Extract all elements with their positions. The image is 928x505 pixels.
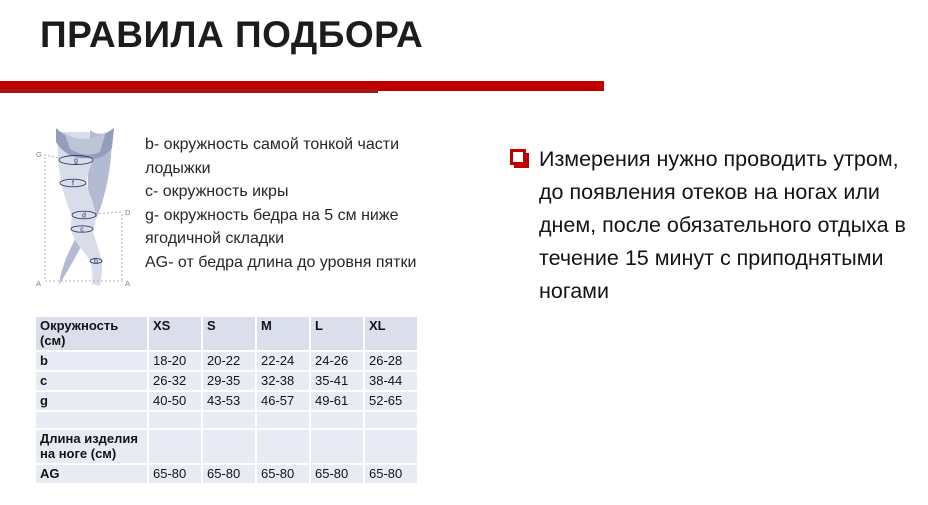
label-G: G xyxy=(36,150,42,159)
row-label-cell: g xyxy=(36,391,148,411)
checkbox-bullet-square xyxy=(510,149,526,165)
value-cell: 18-20 xyxy=(148,351,202,371)
value-cell: 49-61 xyxy=(310,391,364,411)
table-row xyxy=(36,351,418,371)
value-cell: 29-35 xyxy=(202,371,256,391)
value-cell: 65-80 xyxy=(148,464,202,484)
table-row xyxy=(36,411,418,429)
size-table-header-cell: S xyxy=(202,317,256,351)
value-cell xyxy=(256,429,310,464)
value-cell: 40-50 xyxy=(148,391,202,411)
note-line: AG- от бедра длина до уровня пятки xyxy=(145,253,417,271)
size-table-head-row xyxy=(36,317,418,351)
legs-measurement-diagram xyxy=(34,124,144,292)
row-label-cell xyxy=(36,411,148,429)
table-row xyxy=(36,391,418,411)
label-D: D xyxy=(125,208,131,217)
value-cell: 65-80 xyxy=(364,464,418,484)
value-cell xyxy=(148,429,202,464)
row-label-cell: c xyxy=(36,371,148,391)
value-cell: 35-41 xyxy=(310,371,364,391)
value-cell: 65-80 xyxy=(310,464,364,484)
bullet-text: Измерения нужно проводить утром, до появления отеков на ногах или днем, после обязательного отдыха в течение 15 минут с приподнятыми ногами xyxy=(539,147,906,303)
note-line: b- окружность самой тонкой части лодыжки xyxy=(145,136,400,177)
value-cell: 22-24 xyxy=(256,351,310,371)
measurement-notes xyxy=(145,133,445,274)
value-cell xyxy=(310,411,364,429)
label-f: f xyxy=(72,180,74,188)
label-c: c xyxy=(80,226,84,234)
value-cell xyxy=(364,429,418,464)
value-cell xyxy=(256,411,310,429)
value-cell: 20-22 xyxy=(202,351,256,371)
table-row xyxy=(36,371,418,391)
value-cell xyxy=(202,429,256,464)
size-table-header-cell: M xyxy=(256,317,310,351)
size-table xyxy=(36,317,419,485)
label-A-left: A xyxy=(36,279,42,288)
note-line: c- окружность икры xyxy=(145,183,289,200)
row-label-cell: Длина изделия на ноге (см) xyxy=(36,429,148,464)
measurement-rules-block xyxy=(510,143,912,308)
value-cell: 43-53 xyxy=(202,391,256,411)
note-line: g- окружность бедра на 5 см ниже ягодичной складки xyxy=(145,206,399,247)
value-cell xyxy=(148,411,202,429)
value-cell: 65-80 xyxy=(256,464,310,484)
value-cell: 24-26 xyxy=(310,351,364,371)
size-table-header-cell: XS xyxy=(148,317,202,351)
accent-bar-shadow xyxy=(0,89,378,93)
page-title: ПРАВИЛА ПОДБОРА xyxy=(40,14,424,55)
size-table-header-cell: XL xyxy=(364,317,418,351)
value-cell: 52-65 xyxy=(364,391,418,411)
table-row xyxy=(36,464,418,484)
label-d: d xyxy=(82,212,86,220)
checkbox-bullet-icon xyxy=(510,149,531,170)
value-cell: 26-32 xyxy=(148,371,202,391)
row-label-cell: b xyxy=(36,351,148,371)
value-cell xyxy=(310,429,364,464)
label-A-right: A xyxy=(125,279,131,288)
value-cell xyxy=(202,411,256,429)
table-row xyxy=(36,429,418,464)
value-cell: 26-28 xyxy=(364,351,418,371)
bullet-row xyxy=(510,143,912,308)
value-cell xyxy=(364,411,418,429)
size-table-header-cell: Окружность (см) xyxy=(36,317,148,351)
value-cell: 46-57 xyxy=(256,391,310,411)
label-g: g xyxy=(74,157,78,165)
value-cell: 32-38 xyxy=(256,371,310,391)
value-cell: 65-80 xyxy=(202,464,256,484)
row-label-cell: AG xyxy=(36,464,148,484)
value-cell: 38-44 xyxy=(364,371,418,391)
label-b: b xyxy=(94,258,98,266)
size-table-header-cell: L xyxy=(310,317,364,351)
